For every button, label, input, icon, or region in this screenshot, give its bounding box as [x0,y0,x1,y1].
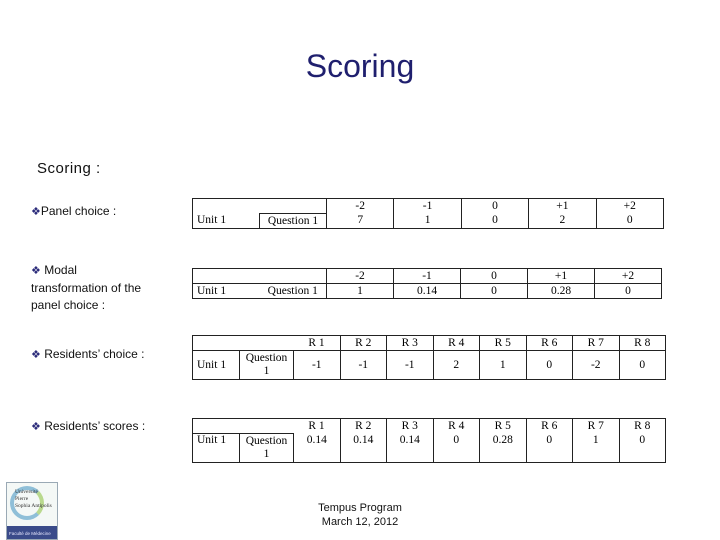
bullet-text: Residents’ scores : [44,419,146,433]
header-cell: R 4 [433,336,480,351]
value-cell: 0.28 [480,434,527,463]
residents-choice-table [192,335,666,380]
value-cell: -1 [294,351,341,380]
header-cell: -2 [327,269,394,284]
header-cell: R 8 [619,336,666,351]
slide-title: Scoring [305,48,415,84]
university-logo: Université Pierre Sophia Antipolis Faculté de Médecine [6,482,58,540]
value-cell: 0 [596,214,663,229]
header-cell: 0 [461,199,528,214]
header-cell: +1 [528,269,595,284]
bullet-residents-choice [31,346,145,364]
bullet-panel-choice [31,203,116,221]
diamond-bullet-icon: ❖ [31,265,41,277]
value-cell: 0.14 [387,434,434,463]
header-cell: R 5 [480,336,527,351]
unit-label: Unit 1 [193,284,260,299]
value-cell: 1 [573,434,620,463]
question-label: Question 1 [260,214,327,229]
header-cell: +1 [529,199,596,214]
header-cell: R 8 [619,419,666,434]
header-cell: R 1 [294,419,341,434]
value-cell: 0 [433,434,480,463]
header-cell: R 6 [526,336,573,351]
value-cell: 0.28 [528,284,595,299]
bullet-residents-scores [31,418,145,436]
value-cell: 0 [526,434,573,463]
value-cell: 1 [327,284,394,299]
value-cell: 2 [529,214,596,229]
header-cell: R 3 [387,336,434,351]
footer-date: March 12, 2012 [321,516,399,528]
unit-label: Unit 1 [193,351,240,380]
header-cell: R 6 [526,419,573,434]
header-cell: R 1 [294,336,341,351]
slide-subtitle: Scoring : [37,160,101,177]
header-cell: R 7 [573,336,620,351]
diamond-bullet-icon: ❖ [31,421,41,433]
header-cell: R 3 [387,419,434,434]
header-cell: -2 [327,199,394,214]
value-cell: -1 [387,351,434,380]
value-cell: 0.14 [340,434,387,463]
panel-choice-table [192,198,664,229]
unit-label: Unit 1 [193,434,240,463]
bullet-text: transformation of the [31,281,142,295]
header-cell: +2 [596,199,663,214]
header-cell: R 2 [340,419,387,434]
header-cell: R 5 [480,419,527,434]
value-cell: 0 [619,351,666,380]
diamond-bullet-icon: ❖ [31,349,41,361]
header-cell: +2 [595,269,662,284]
header-cell: -1 [394,269,461,284]
header-cell: R 7 [573,419,620,434]
value-cell: 0 [619,434,666,463]
question-label: Question 1 [240,434,294,463]
bullet-text: Panel choice : [40,204,117,218]
value-cell: 1 [394,214,461,229]
header-cell: R 4 [433,419,480,434]
value-cell: 2 [433,351,480,380]
bullet-modal-transformation [31,262,141,314]
value-cell: 0 [595,284,662,299]
residents-scores-table [192,418,666,463]
header-cell: -1 [394,199,461,214]
value-cell: -1 [340,351,387,380]
modal-transformation-table [192,268,662,299]
bullet-text: panel choice : [31,298,106,312]
header-cell: 0 [461,269,528,284]
question-label: Question 1 [240,351,294,380]
slide-footer [0,501,720,529]
value-cell: 0.14 [294,434,341,463]
value-cell: 0.14 [394,284,461,299]
value-cell: 7 [327,214,394,229]
diamond-bullet-icon: ❖ [31,206,41,218]
value-cell: 1 [480,351,527,380]
footer-program: Tempus Program [318,502,402,514]
value-cell: 0 [461,214,528,229]
question-label: Question 1 [260,284,327,299]
bullet-text: Modal [44,263,77,277]
unit-label: Unit 1 [193,214,260,229]
value-cell: -2 [573,351,620,380]
value-cell: 0 [461,284,528,299]
header-cell: R 2 [340,336,387,351]
bullet-text: Residents’ choice : [44,347,145,361]
value-cell: 0 [526,351,573,380]
